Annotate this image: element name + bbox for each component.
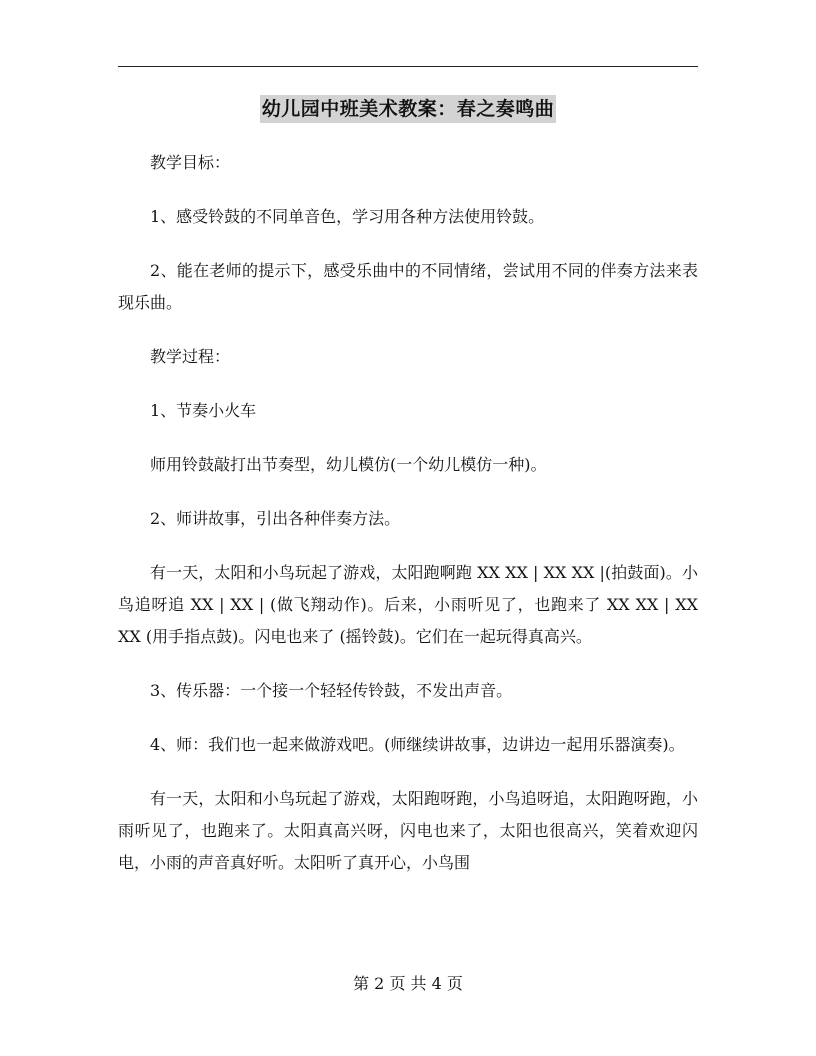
paragraph-step-3: 3、传乐器：一个接一个轻轻传铃鼓，不发出声音。: [150, 681, 513, 700]
paragraph-step-2: 2、师讲故事，引出各种伴奏方法。: [150, 509, 401, 528]
header-rule: [118, 66, 698, 67]
document-title-block: [0, 94, 816, 121]
paragraph-step-1: 1、节奏小火车: [150, 401, 257, 420]
paragraph-goal-2: 2、能在老师的提示下，感受乐曲中的不同情绪，尝试用不同的伴奏方法来表现乐曲。: [118, 261, 698, 312]
paragraph-story-1: 有一天，太阳和小鸟玩起了游戏，太阳跑啊跑 XX XX | XX XX |(拍鼓面)。小鸟追呀追 XX | XX | (做飞翔动作)。后来，小雨听见了，也跑来了 XX XX | XX XX (用手指点鼓)。闪电也来了 (摇铃鼓)。它们在一起玩得真高兴。: [118, 563, 698, 646]
paragraph-step-4: 4、师：我们也一起来做游戏吧。(师继续讲故事，边讲边一起用乐器演奏)。: [150, 735, 685, 754]
paragraph-teaching-goals-heading: 教学目标：: [150, 153, 231, 172]
paragraph-story-2: 有一天，太阳和小鸟玩起了游戏，太阳跑呀跑，小鸟追呀追，太阳跑呀跑，小雨听见了，也跑来了。太阳真高兴呀，闪电也来了，太阳也很高兴，笑着欢迎闪电，小雨的声音真好听。太阳听了真开心，小鸟围: [118, 789, 698, 872]
paragraph-teaching-process-heading: 教学过程：: [150, 347, 231, 366]
paragraph-step-1-detail: 师用铃鼓敲打出节奏型，幼儿模仿(一个幼儿模仿一种)。: [150, 455, 547, 474]
paragraph-goal-1: 1、感受铃鼓的不同单音色，学习用各种方法使用铃鼓。: [150, 207, 545, 226]
page-footer: 第 2 页 共 4 页: [353, 974, 463, 993]
document-body: [118, 147, 698, 879]
document-title: 幼儿园中班美术教案：春之奏鸣曲: [260, 95, 557, 123]
